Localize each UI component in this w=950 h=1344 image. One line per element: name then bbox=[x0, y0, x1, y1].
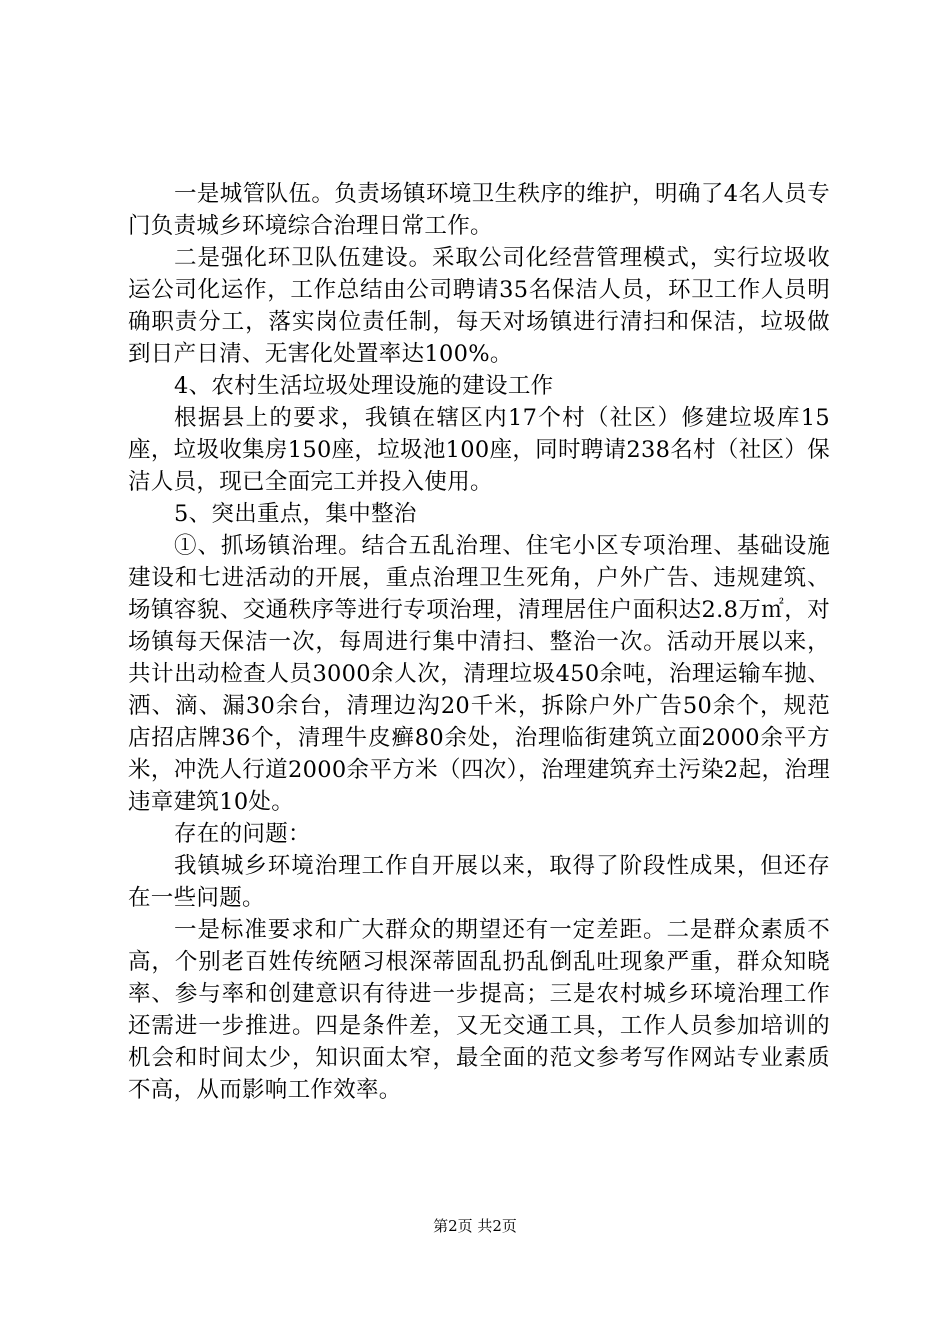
page-number-footer: 第2页 共2页 bbox=[433, 1217, 517, 1235]
paragraph-problems-intro: 我镇城乡环境治理工作自开展以来，取得了阶段性成果，但还存在一些问题。 bbox=[128, 853, 830, 911]
paragraph-sanitation-team: 二是强化环卫队伍建设。采取公司化经营管理模式，实行垃圾收运公司化运作，工作总结由公司聘请35名保洁人员，环卫工作人员明确职责分工，落实岗位责任制，每天对场镇进行清扫和保洁，垃圾做到日产日清、无害化处置率达100%。 bbox=[128, 245, 830, 367]
document-body bbox=[128, 178, 830, 1106]
heading-existing-problems: 存在的问题： bbox=[174, 821, 311, 847]
heading-rural-garbage-facilities: 4、农村生活垃圾处理设施的建设工作 bbox=[174, 373, 554, 399]
paragraph-problems-detail: 一是标准要求和广大群众的期望还有一定差距。二是群众素质不高，个别老百姓传统陋习根深蒂固乱扔乱倒乱吐现象严重，群众知晓率、参与率和创建意识有待进一步提高；三是农村城乡环境治理工作还需进一步推进。四是条件差，又无交通工具，工作人员参加培训的机会和时间太少，知识面太窄，最全面的范文参考写作网站专业素质不高，从而影响工作效率。 bbox=[128, 917, 830, 1103]
paragraph-urban-management-team: 一是城管队伍。负责场镇环境卫生秩序的维护，明确了4名人员专门负责城乡环境综合治理日常工作。 bbox=[128, 181, 830, 239]
paragraph-garbage-facilities: 根据县上的要求，我镇在辖区内17个村（社区）修建垃圾库15座，垃圾收集房150座，垃圾池100座，同时聘请238名村（社区）保洁人员，现已全面完工并投入使用。 bbox=[128, 405, 830, 495]
paragraph-town-governance: ①、抓场镇治理。结合五乱治理、住宅小区专项治理、基础设施建设和七进活动的开展，重点治理卫生死角，户外广告、违规建筑、场镇容貌、交通秩序等进行专项治理，清理居住户面积达2.8万㎡，对场镇每天保洁一次，每周进行集中清扫、整治一次。活动开展以来，共计出动检查人员3000余人次，清理垃圾450余吨，治理运输车抛、洒、滴、漏30余台，清理边沟20千米，拆除户外广告50余个，规范店招店牌36个，清理牛皮癣80余处，治理临街建筑立面2000余平方米，冲洗人行道2000余平方米（四次），治理建筑弃土污染2起，治理违章建筑10处。 bbox=[128, 533, 830, 815]
heading-focused-rectification: 5、突出重点，集中整治 bbox=[174, 501, 417, 527]
